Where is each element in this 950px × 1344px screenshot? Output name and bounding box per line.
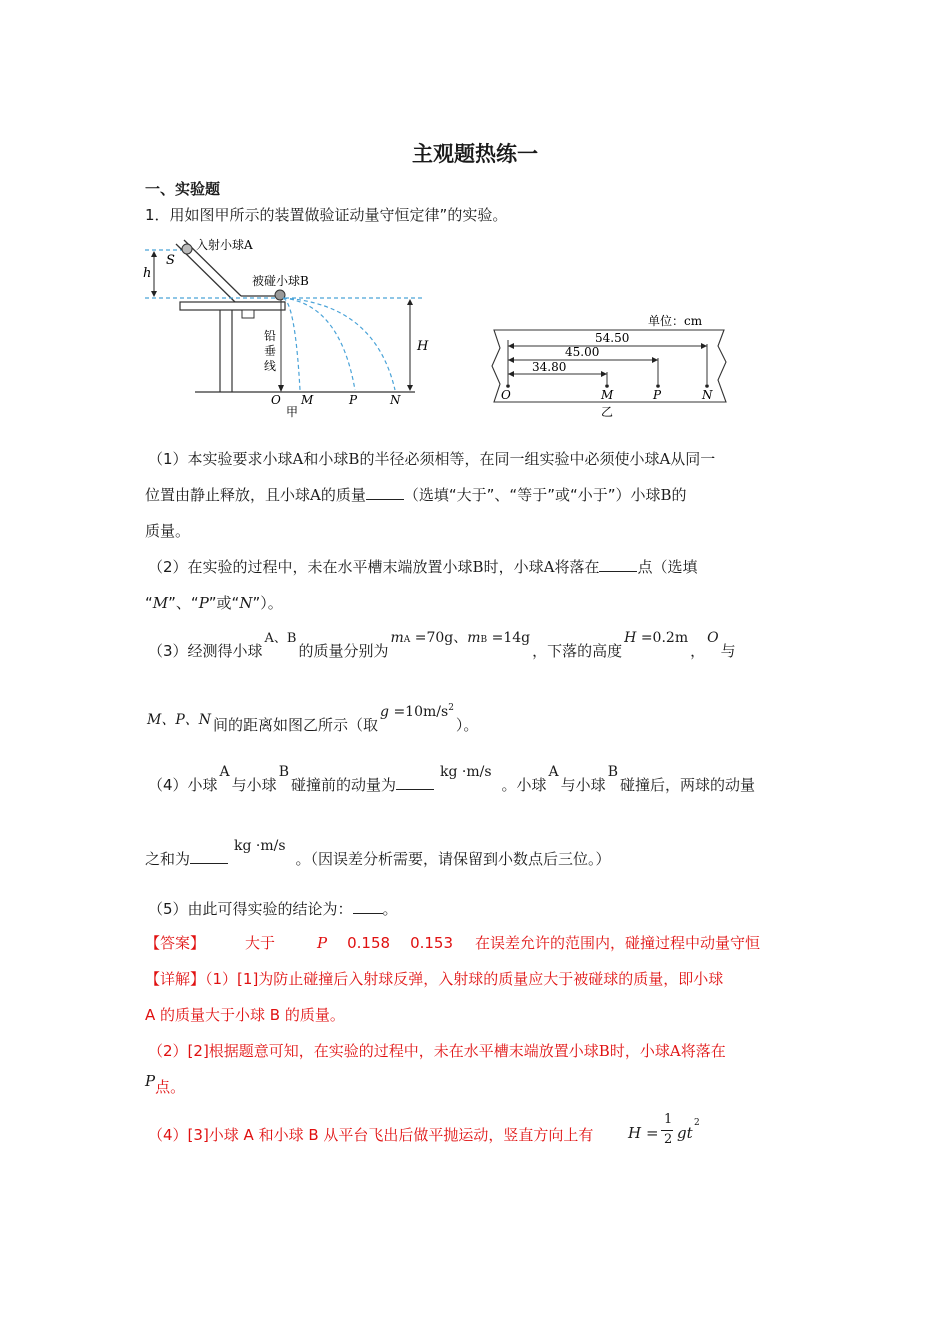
answer-blank-3[interactable]: [396, 775, 434, 790]
label-m: M: [301, 393, 314, 407]
label-h: h: [143, 266, 152, 281]
label-plumb-1: 铅: [264, 329, 277, 343]
section-heading: 一、实验题: [145, 180, 221, 198]
label-s: S: [166, 253, 175, 268]
label-plumb-2: 垂: [264, 344, 277, 358]
dist-op: 45.00: [565, 345, 600, 359]
detail-line5: （4）[3]小球 A 和小球 B 从平台飞出后做平抛运动，竖直方向上有: [148, 1126, 594, 1144]
answer-blank-2[interactable]: [599, 557, 637, 572]
detail-line3: （2）[2]根据题意可知，在实验的过程中，未在水平槽末端放置小球B时，小球A将落在: [148, 1042, 726, 1060]
q1-part1-line2: 位置由静止释放，且小球A的质量 （选填“大于”、“等于”或“小于”）小球B的: [145, 486, 687, 504]
dist-on: 54.50: [595, 331, 630, 345]
answer-line: 【答案】 大于 P 0.158 0.153 在误差允许的范围内，碰撞过程中动量守恒: [145, 934, 761, 952]
label-p: P: [349, 393, 358, 407]
dist-om: 34.80: [532, 360, 567, 374]
label-ball-a: 入射小球A: [196, 238, 253, 252]
label-plumb-3: 线: [264, 359, 277, 373]
detail-line4: P点。: [145, 1072, 186, 1096]
figure-apparatus: [140, 232, 440, 422]
ball-a: [182, 244, 192, 254]
label-H: H: [417, 339, 429, 354]
unit-label: 单位：cm: [648, 314, 703, 328]
formula-free-fall: H = 1 2 gt 2: [628, 1112, 700, 1147]
question-1-stem: 1．用如图甲所示的装置做验证动量守恒定律”的实验。: [145, 206, 508, 224]
q1-part3-line2: M、P、N 间的距离如图乙所示（取$g =10m/s^2$）。: [147, 703, 479, 734]
q1-part2-line1: （2）在实验的过程中，未在水平槽末端放置小球B时，小球A将落在 点（选填: [148, 558, 698, 576]
figure-distances: [486, 310, 736, 422]
label-o: O: [271, 393, 281, 407]
answer-blank-4[interactable]: [190, 849, 228, 864]
label-n: N: [390, 393, 401, 407]
page-title: 主观题热练一: [412, 142, 538, 166]
answer-blank-1[interactable]: [366, 485, 404, 500]
label-n2: N: [702, 388, 713, 402]
label-m2: M: [601, 388, 614, 402]
caption-jia: 甲: [286, 405, 299, 419]
label-ball-b: 被碰小球B: [252, 274, 309, 288]
label-o2: O: [501, 388, 511, 402]
detail-line1: 【详解】（1）[1]为防止碰撞后入射球反弹，入射球的质量应大于被碰球的质量，即小球: [145, 970, 724, 988]
q1-part4-line1: （4）小球A与小球B碰撞前的动量为kg ·m/s。小球A与小球B碰撞后，两球的动量: [148, 764, 755, 794]
caption-yi: 乙: [601, 405, 614, 419]
q1-part3-line1: （3）经测得小球A、B的质量分别为mA =70g、mB =14g，下落的高度H =0.2m，O与: [148, 630, 736, 660]
q1-part4-line2: 之和为kg ·m/s。（因误差分析需要，请保留到小数点后三位。）: [145, 838, 611, 868]
q1-part2-line2: “M”、“P”或“N”）。: [145, 594, 283, 612]
label-p2: P: [653, 388, 662, 402]
q1-part1-line3: 质量。: [145, 522, 191, 540]
detail-line2: A 的质量大于小球 B 的质量。: [145, 1006, 345, 1024]
q1-part1-line1: （1）本实验要求小球A和小球B的半径必须相等，在同一组实验中必须使小球A从同一: [148, 450, 716, 468]
q1-part5: （5）由此可得实验的结论为： 。: [148, 900, 398, 918]
answer-blank-5[interactable]: [353, 899, 383, 914]
